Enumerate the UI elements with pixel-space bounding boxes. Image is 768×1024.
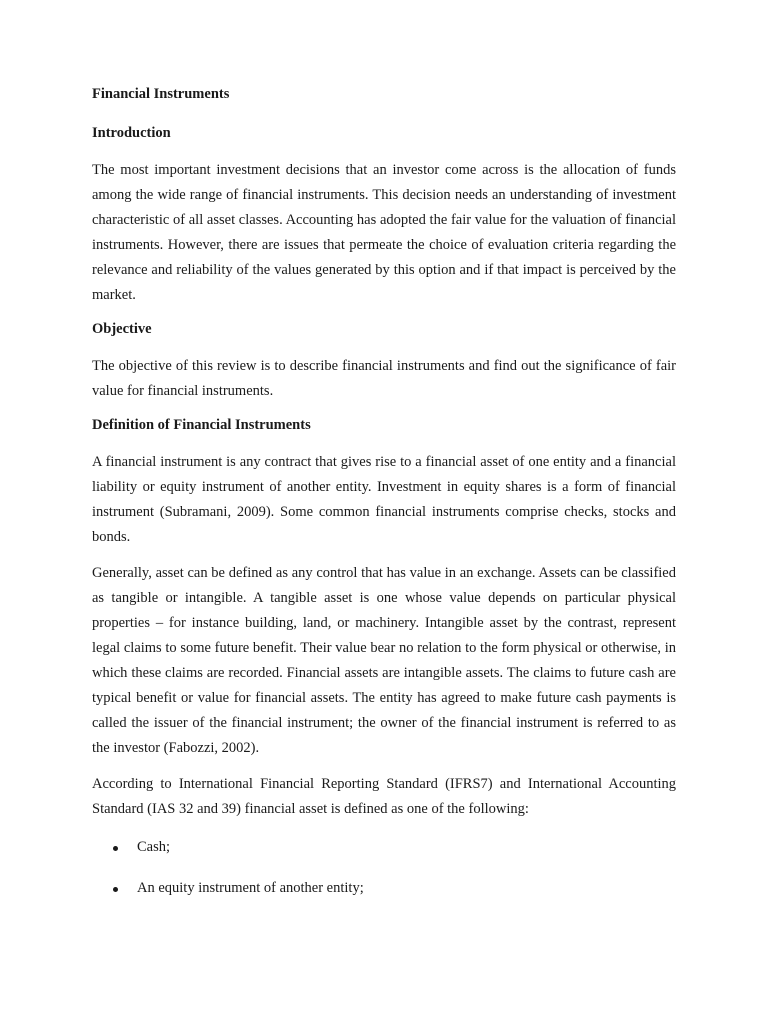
heading-definition: Definition of Financial Instruments bbox=[92, 417, 311, 433]
bullet-icon bbox=[113, 846, 118, 851]
list-item-text: An equity instrument of another entity; bbox=[137, 880, 364, 896]
paragraph-objective: The objective of this review is to describe financial instruments and find out the significance of fair value for financial instruments. bbox=[92, 358, 676, 399]
document-page bbox=[92, 84, 676, 917]
list-item bbox=[92, 876, 676, 901]
paragraph-definition-1: A financial instrument is any contract that gives rise to a financial asset of one entity and a financial liability or equity instrument of another entity. Investment in equity shares is a form of financial instrument (Subramani, 2009). Some common financial instruments comprise checks, stocks and bonds. bbox=[92, 454, 676, 545]
heading-introduction: Introduction bbox=[92, 125, 171, 141]
paragraph-definition-2: Generally, asset can be defined as any control that has value in an exchange. Assets can be classified as tangible or intangible. A tangible asset is one whose value depends on particular physical properties – for instance building, land, or machinery. Intangible asset by the contrast, represent legal claims to some future benefit. Their value bear no relation to the form physical or otherwise, in which these claims are recorded. Financial assets are intangible assets. The claims to future cash are typical benefit or value for financial assets. The entity has agreed to make future cash payments is called the issuer of the financial instrument; the owner of the financial instrument is referred to as the investor (Fabozzi, 2002). bbox=[92, 565, 676, 756]
list-item-text: Cash; bbox=[137, 839, 171, 855]
bullet-icon bbox=[113, 887, 118, 892]
list-item bbox=[92, 835, 676, 860]
bullet-list bbox=[92, 835, 676, 901]
heading-objective: Objective bbox=[92, 321, 152, 337]
paragraph-introduction: The most important investment decisions that an investor come across is the allocation of funds among the wide range of financial instruments. This decision needs an understanding of investment characteristic of all asset classes. Accounting has adopted the fair value for the valuation of financial instruments. However, there are issues that permeate the choice of evaluation criteria regarding the relevance and reliability of the values generated by this option and if that impact is perceived by the market. bbox=[92, 162, 676, 303]
paragraph-definition-3: According to International Financial Reporting Standard (IFRS7) and International Accounting Standard (IAS 32 and 39) financial asset is defined as one of the following: bbox=[92, 776, 676, 817]
document-title: Financial Instruments bbox=[92, 86, 230, 102]
